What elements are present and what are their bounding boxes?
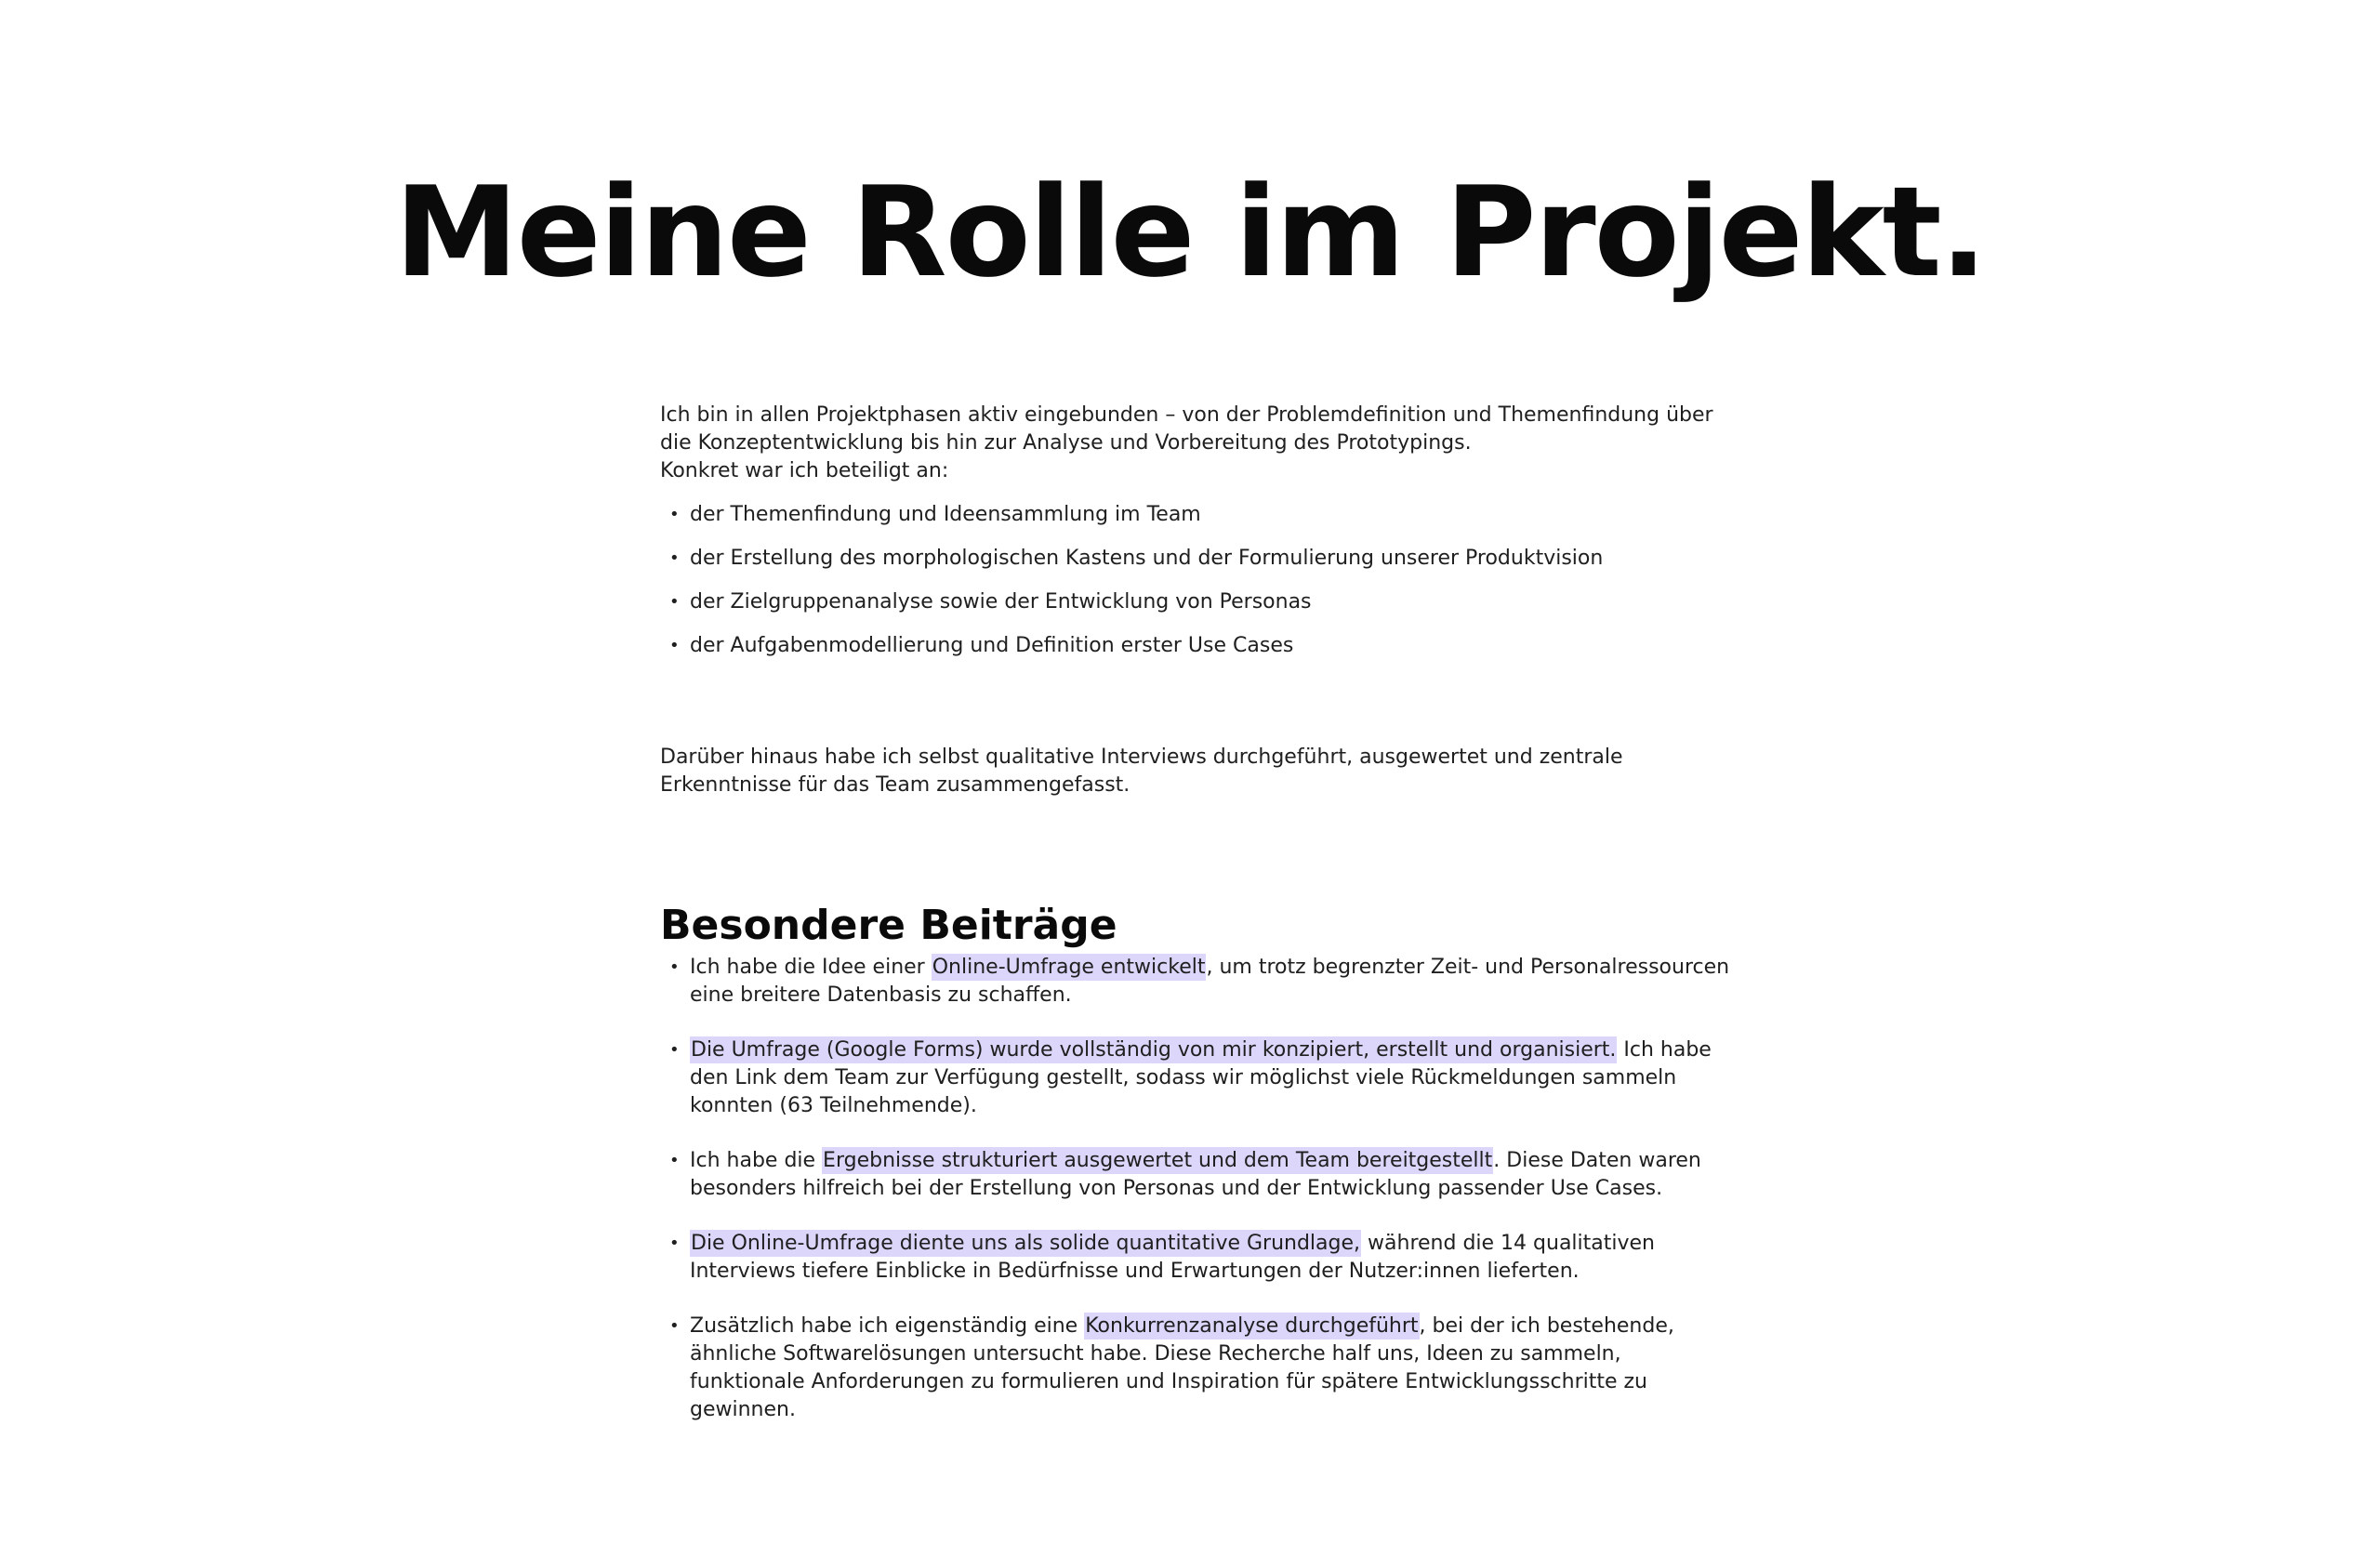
role-list-item: • der Erstellung des morphologischen Kastens und der Formulierung unserer Produktvision <box>660 545 1739 573</box>
intro-lead-in: Konkret war ich beteiligt an: <box>660 459 949 482</box>
contribution-highlight: Die Umfrage (Google Forms) wurde vollständig von mir konzipiert, erstellt und organisiert. <box>691 1038 1617 1062</box>
contribution-item <box>660 1313 1739 1424</box>
contribution-text: . Diese Daten waren besonders hilfreich bei der Erstellung von Personas und der Entwicklung passender Use Cases. <box>690 1149 1701 1200</box>
contribution-text: Ich habe den Link dem Team zur Verfügung gestellt, sodass wir möglichst viele Rückmeldungen sammeln konnten (63 Teilnehmende). <box>690 1038 1712 1117</box>
contribution-text: während die 14 qualitativen Interviews tiefere Einblicke in Bedürfnisse und Erwartungen der Nutzer:innen lieferten. <box>690 1232 1655 1283</box>
role-list-item: • der Themenfindung und Ideensammlung im Team <box>660 501 1739 529</box>
intro-paragraph: Ich bin in allen Projektphasen aktiv eingebunden – von der Problemdefinition und Themenfindung über die Konzeptentwicklung bis hin zur Analyse und Vorbereitung des Prototypings. <box>660 403 1713 455</box>
contribution-item <box>660 1230 1739 1286</box>
role-list <box>660 501 1739 660</box>
contribution-item <box>660 1036 1739 1120</box>
contribution-text: Ich habe die <box>690 1149 823 1172</box>
contribution-highlight: Konkurrenzanalyse durchgeführt <box>1085 1314 1419 1338</box>
intro-outro: Darüber hinaus habe ich selbst qualitative Interviews durchgeführt, ausgewertet und zentrale Erkenntnisse für das Team zusammengefasst. <box>660 746 1623 797</box>
contribution-highlight: Online-Umfrage entwickelt <box>932 956 1206 979</box>
page-title: Meine Rolle im Projekt. <box>394 160 1986 305</box>
role-list-item: • der Aufgabenmodellierung und Definition erster Use Cases <box>660 632 1739 660</box>
contribution-list <box>660 954 1739 1424</box>
role-list-item: • der Zielgruppenanalyse sowie der Entwicklung von Personas <box>660 588 1739 616</box>
contribution-text: , bei der ich bestehende, ähnliche Softwarelösungen untersucht habe. Diese Recherche half uns, Ideen zu sammeln, funktionale Anforderungen zu formulieren und Inspiration für spätere Entwicklungsschritte zu gewinnen. <box>690 1314 1674 1421</box>
contribution-highlight: Ergebnisse strukturiert ausgewertet und dem Team bereitgestellt <box>823 1149 1493 1172</box>
contribution-text: , um trotz begrenzter Zeit- und Personalressourcen eine breitere Datenbasis zu schaffen. <box>690 956 1730 1007</box>
contribution-item <box>660 1147 1739 1203</box>
contribution-highlight: Die Online-Umfrage diente uns als solide quantitative Grundlage, <box>691 1232 1361 1255</box>
content-column <box>660 402 1739 1424</box>
section-heading-contributions: Besondere Beiträge <box>660 902 1117 949</box>
contribution-text: Ich habe die Idee einer <box>690 956 932 979</box>
contribution-text: Zusätzlich habe ich eigenständig eine <box>690 1314 1085 1338</box>
contribution-item <box>660 954 1739 1010</box>
